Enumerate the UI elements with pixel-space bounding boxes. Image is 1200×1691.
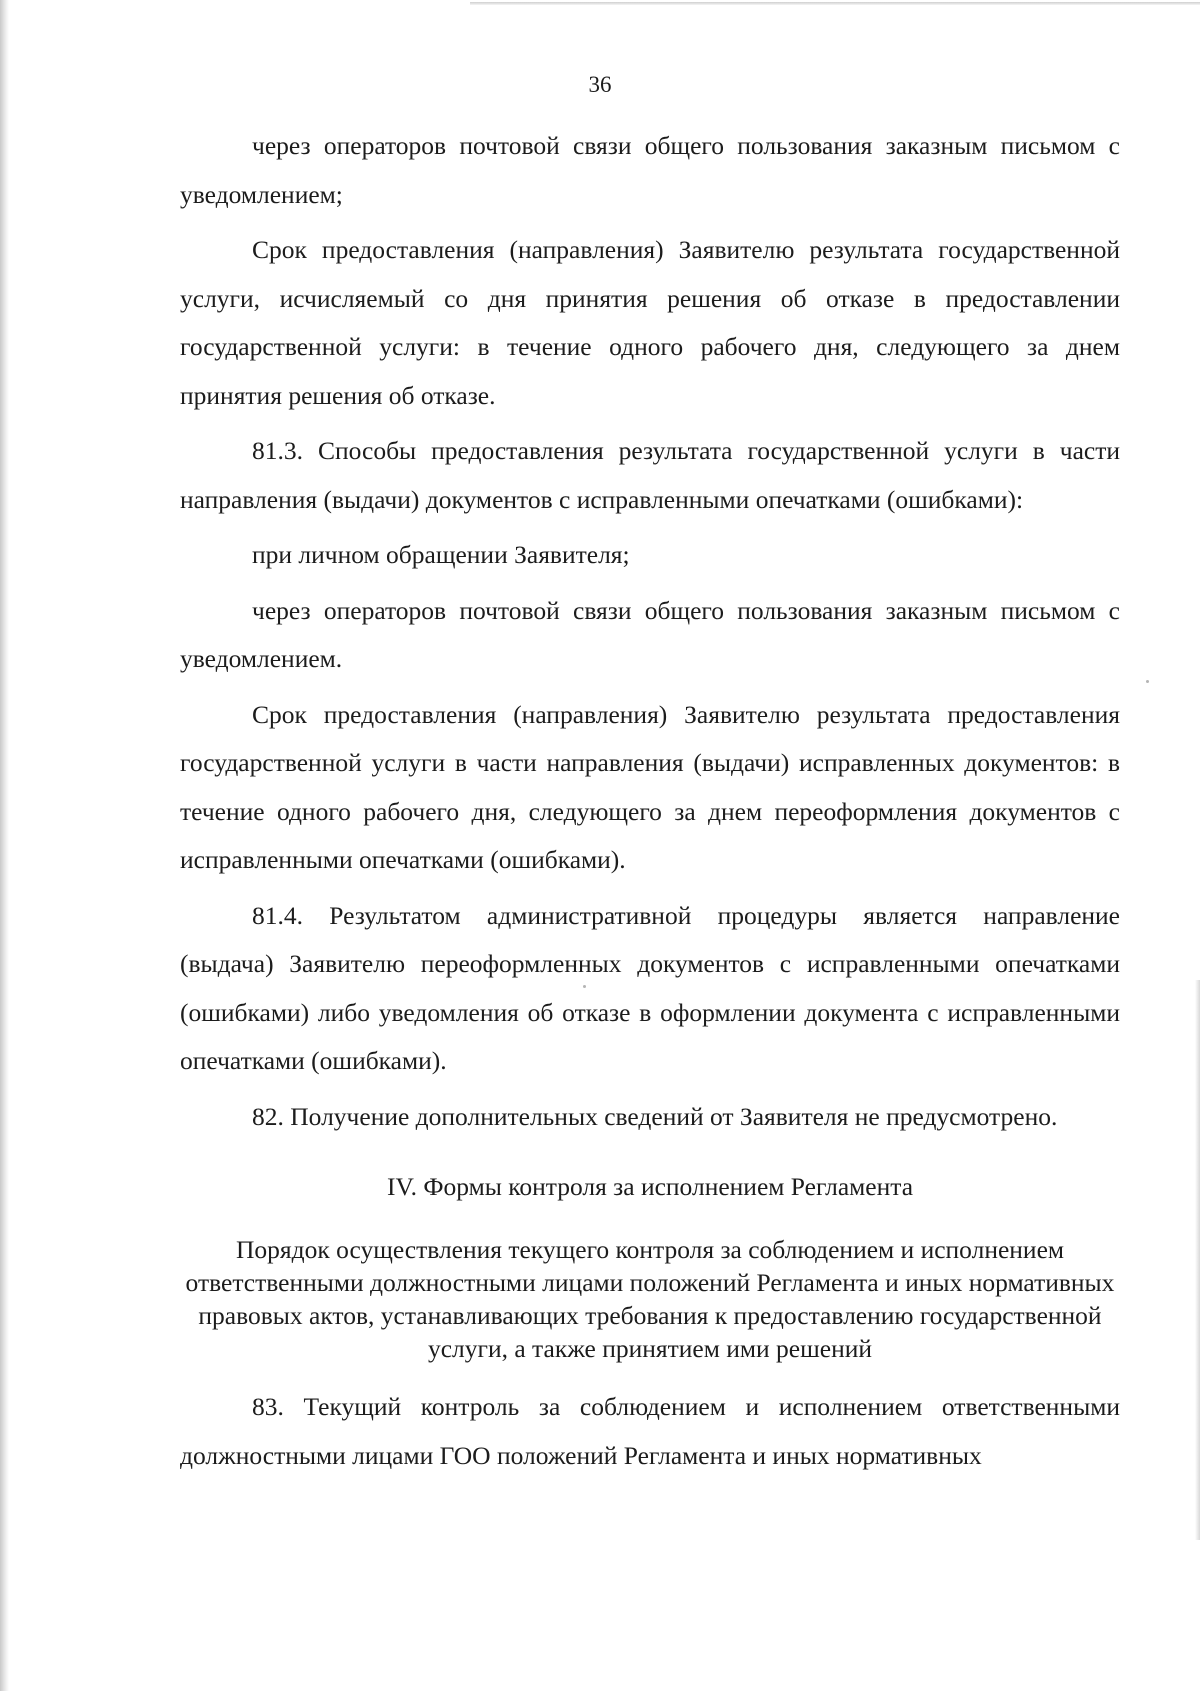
paragraph-corrected-documents-term: Срок предоставления (направления) Заявителю результата предоставления государственной услуги в части направления (выдачи) исправленных документов: в течение одного рабочего дня, следующего за днем переоформления документов с исправленными опечатками (ошибками). <box>180 699 1120 874</box>
scan-speck <box>1146 680 1149 683</box>
paragraph-personal-visit: при личном обращении Заявителя; <box>252 540 630 569</box>
paragraph-refusal-term: Срок предоставления (направления) Заявителю результата государственной услуги, исчисляемый со дня принятия решения об отказе в предоставлении государственной услуги: в течение одного рабочего дня, следующего за днем принятия решения об отказе. <box>180 235 1120 410</box>
paragraph-postal-delivery-1: через операторов почтовой связи общего пользования заказным письмом с уведомлением; <box>180 131 1120 209</box>
paragraph-83: 83. Текущий контроль за соблюдением и исполнением ответственными должностными лицами ГОО положений Регламента и иных нормативных <box>180 1392 1120 1470</box>
page-number: 36 <box>588 72 612 97</box>
document-body <box>180 122 1120 1487</box>
scan-shadow-top <box>470 2 1200 5</box>
scan-speck <box>583 985 586 988</box>
subsection-heading-current-control: Порядок осуществления текущего контроля за соблюдением и исполнением ответственными должностными лицами положений Регламента и иных нормативных правовых актов, устанавливающих требования к предоставлению государственной услуги, а также принятием ими решений <box>185 1235 1115 1363</box>
section-heading-iv: IV. Формы контроля за исполнением Регламента <box>386 1172 914 1201</box>
scan-shadow-right <box>1195 980 1200 1540</box>
scan-shadow-left <box>0 0 9 1691</box>
paragraph-postal-delivery-2: через операторов почтовой связи общего пользования заказным письмом с уведомлением. <box>180 595 1120 673</box>
paragraph-81-3: 81.3. Способы предоставления результата государственной услуги в части направления (выдачи) документов с исправленными опечатками (ошибками): <box>180 436 1120 514</box>
paragraph-82: 82. Получение дополнительных сведений от Заявителя не предусмотрено. <box>252 1101 1058 1131</box>
paragraph-81-4: 81.4. Результатом административной процедуры является направление (выдача) Заявителю переоформленных документов с исправленными опечатками (ошибками) либо уведомления об отказе в оформлении документа с исправленными опечатками (ошибками). <box>180 900 1120 1075</box>
